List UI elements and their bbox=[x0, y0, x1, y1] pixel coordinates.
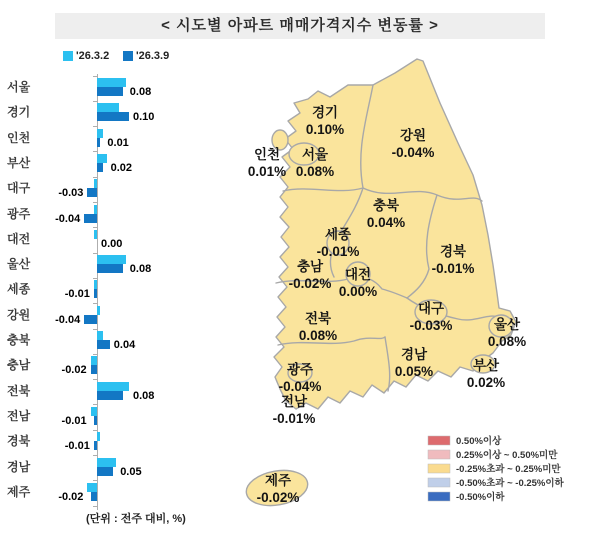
map-region-value: -0.02% bbox=[256, 490, 300, 505]
bar-week2 bbox=[97, 467, 113, 476]
map-region-value: -0.01% bbox=[272, 411, 316, 426]
category-label: 경북 bbox=[7, 434, 31, 449]
legend-series-name: '26.3.2 bbox=[76, 50, 110, 62]
category-label: 경기 bbox=[7, 105, 31, 120]
map-legend-label: -0.50%이하 bbox=[456, 492, 505, 503]
category-label: 경남 bbox=[7, 459, 31, 474]
category-label: 세종 bbox=[7, 282, 31, 297]
category-label: 인천 bbox=[7, 130, 31, 145]
axis-tick bbox=[93, 177, 97, 178]
bar-week2 bbox=[91, 492, 97, 501]
category-label: 전북 bbox=[7, 383, 31, 398]
axis-tick bbox=[93, 430, 97, 431]
map-region-value: -0.01% bbox=[316, 244, 360, 259]
bar-week2 bbox=[97, 391, 123, 400]
map-region-value: -0.04% bbox=[391, 145, 435, 160]
map-region-value: 0.08% bbox=[295, 164, 335, 179]
unit-note: (단위 : 전주 대비, %) bbox=[86, 513, 186, 525]
map-region-value: 0.04% bbox=[366, 215, 406, 230]
bar-week2 bbox=[84, 214, 97, 223]
axis-tick bbox=[93, 379, 97, 380]
map-region-name: 충북 bbox=[372, 198, 400, 213]
bar-week1 bbox=[94, 230, 97, 239]
map-legend-label: 0.50%이상 bbox=[456, 436, 502, 447]
bar-value-label: 0.10 bbox=[133, 111, 155, 124]
bar-week2 bbox=[97, 163, 103, 172]
category-label: 제주 bbox=[7, 484, 31, 499]
bar-value-label: -0.01 bbox=[61, 414, 87, 427]
bar-week1 bbox=[97, 103, 119, 112]
bar-week2 bbox=[97, 264, 123, 273]
bar-value-label: 0.08 bbox=[133, 389, 155, 402]
axis-tick bbox=[93, 76, 97, 77]
bar-week2 bbox=[97, 112, 129, 121]
axis-tick bbox=[93, 253, 97, 254]
category-label: 전남 bbox=[7, 408, 31, 423]
bar-week2 bbox=[84, 315, 97, 324]
bar-week2 bbox=[94, 289, 97, 298]
map-region-value: 0.08% bbox=[487, 334, 527, 349]
bar-value-label: -0.02 bbox=[58, 490, 84, 503]
map-region-name: 서울 bbox=[301, 147, 329, 162]
map-region-name: 경북 bbox=[439, 244, 467, 259]
map-region-value: -0.01% bbox=[431, 261, 475, 276]
map-color-legend bbox=[428, 435, 565, 503]
axis-tick bbox=[93, 303, 97, 304]
bar-week1 bbox=[97, 306, 100, 315]
map-region-value: -0.02% bbox=[288, 276, 332, 291]
bar-week2 bbox=[97, 340, 110, 349]
category-label: 충남 bbox=[7, 358, 31, 373]
bar-week2 bbox=[97, 87, 123, 96]
axis-tick bbox=[93, 354, 97, 355]
bar-week1 bbox=[94, 205, 97, 214]
map-legend-swatch-icon bbox=[428, 492, 450, 501]
bar-week1 bbox=[91, 407, 97, 416]
axis-tick bbox=[93, 227, 97, 228]
category-label: 대구 bbox=[7, 181, 31, 196]
bar-week1 bbox=[97, 432, 100, 441]
map-region-name: 제주 bbox=[264, 473, 292, 488]
axis-tick bbox=[93, 126, 97, 127]
category-label: 울산 bbox=[7, 257, 31, 272]
bar-week2 bbox=[94, 441, 97, 450]
map-legend-label: -0.50%초과 ~ -0.25%이하 bbox=[456, 478, 564, 489]
bar-week1 bbox=[87, 483, 97, 492]
bar-value-label: 0.08 bbox=[129, 263, 152, 276]
map-region-name: 부산 bbox=[472, 358, 500, 373]
map-region-name: 전남 bbox=[280, 394, 308, 409]
map-region-name: 강원 bbox=[399, 128, 427, 143]
legend-series-name: '26.3.9 bbox=[136, 50, 170, 62]
bar-value-label: -0.01 bbox=[64, 440, 90, 453]
bar-value-label: 0.05 bbox=[120, 465, 142, 478]
axis-tick bbox=[93, 455, 97, 456]
map-region-name: 세종 bbox=[324, 227, 352, 242]
map-region-value: 0.02% bbox=[466, 375, 506, 390]
map-region-value: 0.01% bbox=[247, 164, 287, 179]
bar-week1 bbox=[97, 382, 129, 391]
bar-value-label: -0.03 bbox=[58, 187, 84, 200]
map-region-name: 대구 bbox=[417, 301, 445, 316]
bar-value-label: 0.01 bbox=[107, 136, 129, 149]
map-region-name: 울산 bbox=[493, 317, 521, 332]
map-legend-swatch-icon bbox=[428, 450, 450, 459]
axis-tick bbox=[93, 404, 97, 405]
bar-week2 bbox=[97, 138, 100, 147]
bar-value-label: -0.04 bbox=[55, 313, 81, 326]
map-region-label bbox=[467, 357, 505, 390]
map-region-name: 대전 bbox=[344, 267, 372, 282]
map-region-value: 0.08% bbox=[298, 328, 338, 343]
map-legend-label: -0.25%초과 ~ 0.25%미만 bbox=[456, 464, 561, 475]
axis-tick bbox=[93, 202, 97, 203]
map-region-label bbox=[248, 146, 286, 179]
category-label: 서울 bbox=[7, 80, 31, 94]
bar-week2 bbox=[94, 416, 97, 425]
axis-tick bbox=[93, 278, 97, 279]
map-legend-label: 0.25%이상 ~ 0.50%미만 bbox=[456, 450, 558, 461]
map-legend-swatch-icon bbox=[428, 478, 450, 487]
bar-value-label: 0.04 bbox=[113, 339, 136, 351]
map-legend-swatch-icon bbox=[428, 436, 450, 445]
map-region-value: 0.00% bbox=[338, 284, 378, 299]
category-label: 대전 bbox=[7, 231, 31, 246]
map-region-name: 인천 bbox=[253, 147, 281, 162]
bar-week1 bbox=[97, 154, 107, 163]
axis-tick bbox=[93, 506, 97, 507]
bar-week1 bbox=[94, 179, 97, 188]
axis-tick bbox=[93, 101, 97, 102]
map-region-value: 0.05% bbox=[394, 364, 434, 379]
category-label: 광주 bbox=[7, 206, 31, 221]
map-legend-swatch-icon bbox=[428, 464, 450, 473]
axis-tick bbox=[93, 480, 97, 481]
bar-week1 bbox=[97, 331, 103, 340]
bar-week1 bbox=[97, 458, 116, 467]
map-region-name: 경남 bbox=[400, 347, 428, 362]
map-region-name: 광주 bbox=[286, 362, 314, 377]
bar-week2 bbox=[87, 188, 97, 197]
page-title: < 시도별 아파트 매매가격지수 변동률 > bbox=[55, 13, 545, 39]
bar-value-label: -0.02 bbox=[61, 364, 87, 377]
bar-week1 bbox=[97, 78, 126, 87]
map-region-name: 충남 bbox=[296, 259, 324, 274]
korea-choropleth-map bbox=[230, 55, 600, 535]
bar-value-label: -0.01 bbox=[64, 288, 90, 301]
map-region-name: 경기 bbox=[311, 105, 339, 120]
axis-tick bbox=[93, 329, 97, 330]
bar-week2 bbox=[91, 365, 97, 374]
bar-value-label: -0.04 bbox=[55, 212, 81, 225]
region-change-bar-chart bbox=[0, 0, 230, 538]
map-region-name: 전북 bbox=[304, 311, 332, 326]
map-region-value: 0.10% bbox=[305, 122, 345, 137]
category-label: 강원 bbox=[7, 307, 31, 322]
bar-week1 bbox=[91, 356, 97, 365]
category-label: 충북 bbox=[7, 333, 31, 347]
bar-value-label: 0.00 bbox=[101, 237, 123, 250]
bar-week1 bbox=[97, 255, 126, 264]
bar-value-label: 0.08 bbox=[129, 86, 152, 98]
axis-tick bbox=[93, 151, 97, 152]
map-region-value: -0.03% bbox=[409, 318, 453, 333]
map-region-value: -0.04% bbox=[278, 379, 322, 394]
bar-week1 bbox=[97, 129, 103, 138]
bar-week1 bbox=[94, 280, 97, 289]
bar-value-label: 0.02 bbox=[110, 161, 133, 174]
category-label: 부산 bbox=[7, 155, 31, 170]
